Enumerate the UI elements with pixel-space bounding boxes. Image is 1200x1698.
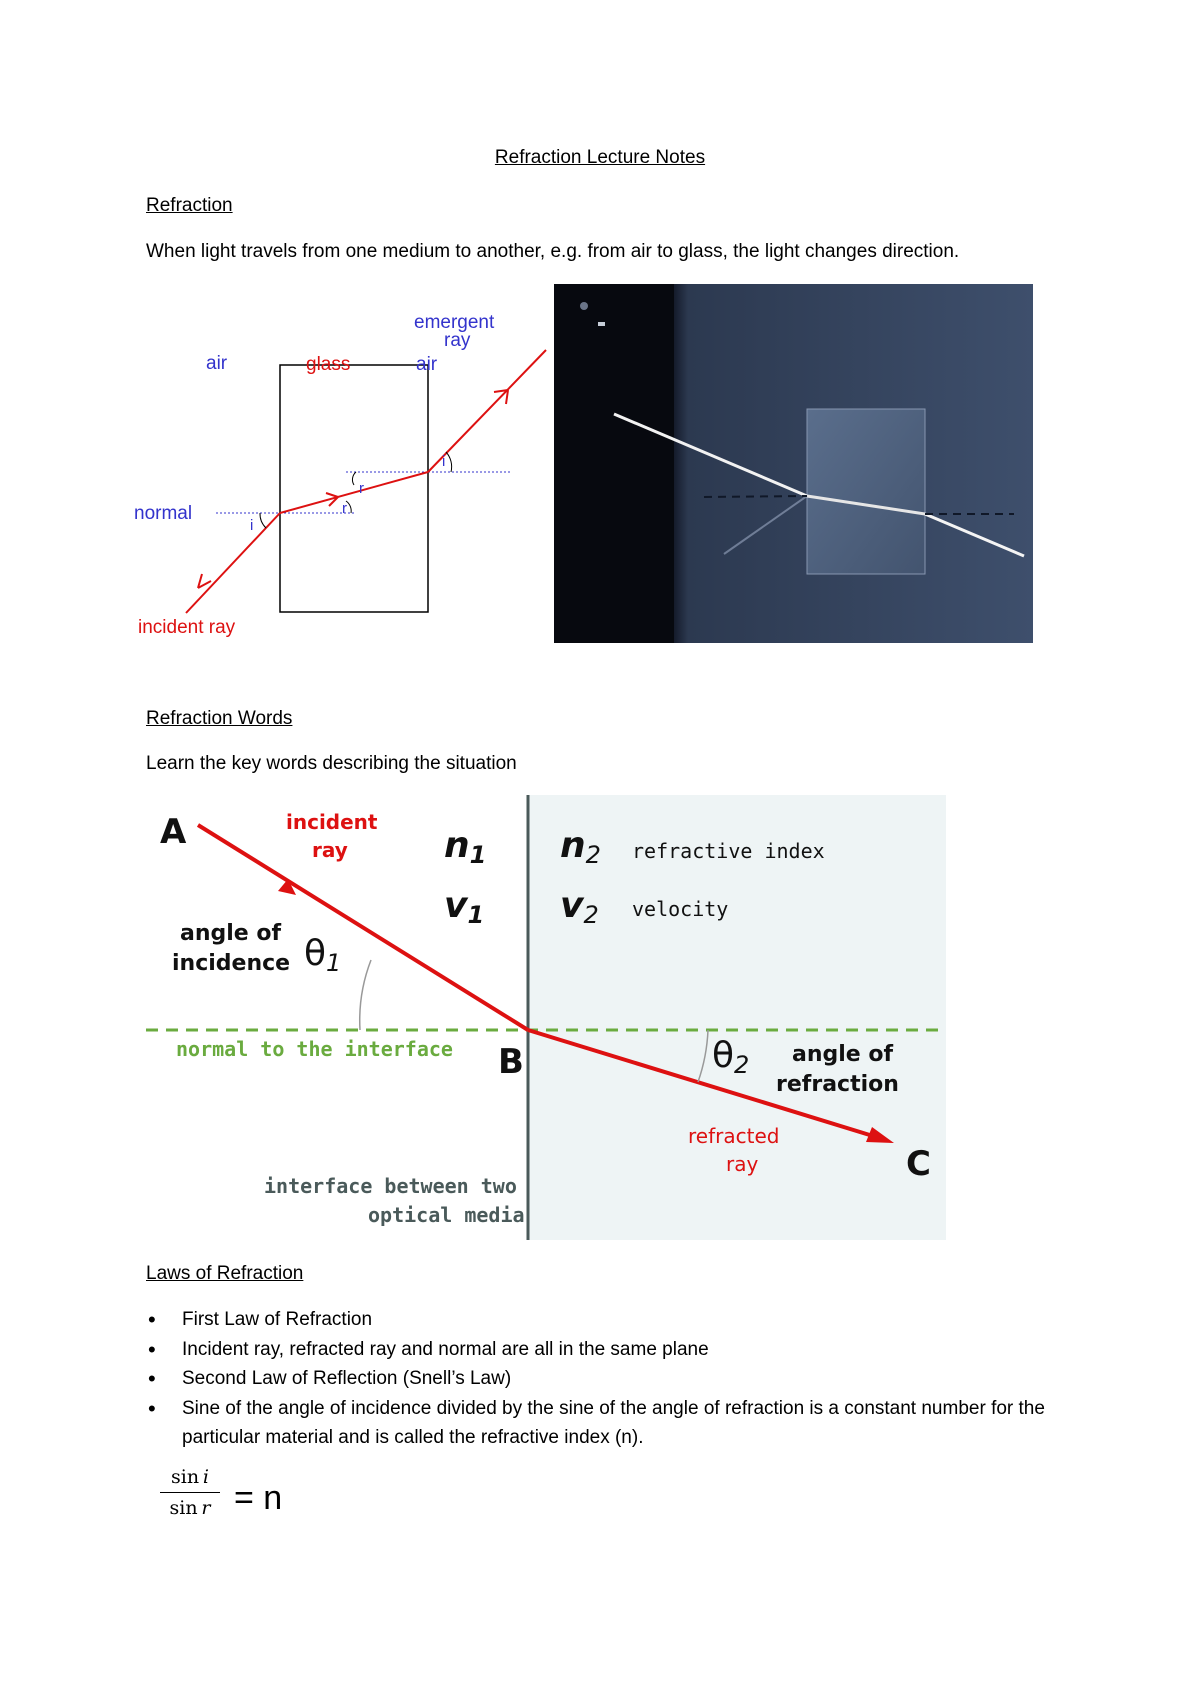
label-point-c: C: [906, 1144, 931, 1184]
label-angle-i-right: i: [442, 453, 446, 470]
label-point-a: A: [160, 812, 187, 852]
label-angle-of-incidence-1: angle of: [180, 921, 282, 946]
section-heading-refraction: Refraction: [146, 195, 233, 216]
theta1-arc: [360, 960, 371, 1030]
paragraph-refraction: When light travels from one medium to another, e.g. from air to glass, the light changes direction.: [146, 241, 960, 262]
emergent-ray: [428, 350, 546, 472]
label-theta1: θ1: [304, 933, 342, 977]
photo-dark-edge: [554, 284, 674, 643]
refracted-ray: [280, 472, 428, 513]
label-emergent: emergent: [414, 312, 495, 333]
label-interface-line1: interface between two: [264, 1174, 517, 1198]
refraction-photo: [554, 284, 1033, 643]
equals-n: = n: [234, 1479, 283, 1517]
incident-arrow: [198, 574, 211, 588]
fraction-numerator: sin i: [160, 1466, 220, 1493]
label-normal: normal: [134, 503, 193, 524]
label-normal-to-interface: normal to the interface: [176, 1037, 453, 1061]
label-angle-r-lower: r: [342, 500, 347, 517]
incident-ray-arrowhead: [278, 879, 296, 895]
list-item: • Second Law of Reflection (Snell’s Law): [146, 1364, 1066, 1394]
section-heading-laws: Laws of Refraction: [146, 1263, 304, 1284]
label-angle-r-upper: r: [359, 480, 364, 497]
fraction-denominator: sin r: [169, 1497, 211, 1519]
label-refracted-ray: ray: [726, 1152, 759, 1176]
list-item: • Sine of the angle of incidence divided by the sine of the angle of refraction is a constant number for the particular material and is called the refractive index (n).: [146, 1394, 1066, 1453]
label-point-b: B: [498, 1042, 524, 1082]
label-incident: incident: [286, 810, 378, 834]
glass-block: [280, 365, 428, 612]
label-velocity: velocity: [632, 897, 729, 921]
paragraph-refraction-words: Learn the key words describing the situation: [146, 753, 517, 774]
label-emergent-ray: ray: [444, 330, 471, 351]
label-angle-i-left: i: [250, 517, 254, 534]
angle-i-arc-left: [260, 513, 266, 528]
snells-law-fraction: [160, 1466, 220, 1519]
label-interface-line2: optical media: [368, 1203, 525, 1227]
angle-i-arc-right: [446, 452, 452, 472]
list-item: • First Law of Refraction: [146, 1305, 1066, 1335]
document-title: Refraction Lecture Notes: [494, 147, 706, 168]
label-n2: n2: [560, 825, 601, 869]
refraction-words-diagram: [146, 795, 946, 1240]
label-refractive-index: refractive index: [632, 839, 825, 863]
photo-glass-block: [807, 409, 925, 574]
label-glass: glass: [306, 354, 351, 375]
laws-list: [146, 1305, 1066, 1453]
label-angle-of-incidence-2: incidence: [172, 951, 291, 976]
label-theta2: θ2: [712, 1035, 750, 1079]
photo-spot: [580, 302, 588, 310]
section-heading-refraction-words: Refraction Words: [146, 708, 293, 729]
label-incident-ray: incident ray: [138, 617, 236, 638]
label-v1: v1: [444, 885, 485, 929]
angle-r-arc-upper: [352, 472, 356, 485]
label-angle-of-refraction-2: refraction: [776, 1072, 899, 1097]
photo-mark: [598, 322, 605, 326]
label-n1: n1: [444, 825, 487, 869]
label-refracted: refracted: [688, 1124, 780, 1148]
label-air-left: air: [206, 353, 228, 374]
label-air-right: air: [416, 354, 438, 375]
label-v2: v2: [560, 885, 599, 929]
label-angle-of-refraction-1: angle of: [792, 1042, 894, 1067]
label-incident-ray: ray: [312, 838, 348, 862]
list-item: • Incident ray, refracted ray and normal are all in the same plane: [146, 1335, 1066, 1365]
glass-block-diagram: [134, 312, 556, 650]
